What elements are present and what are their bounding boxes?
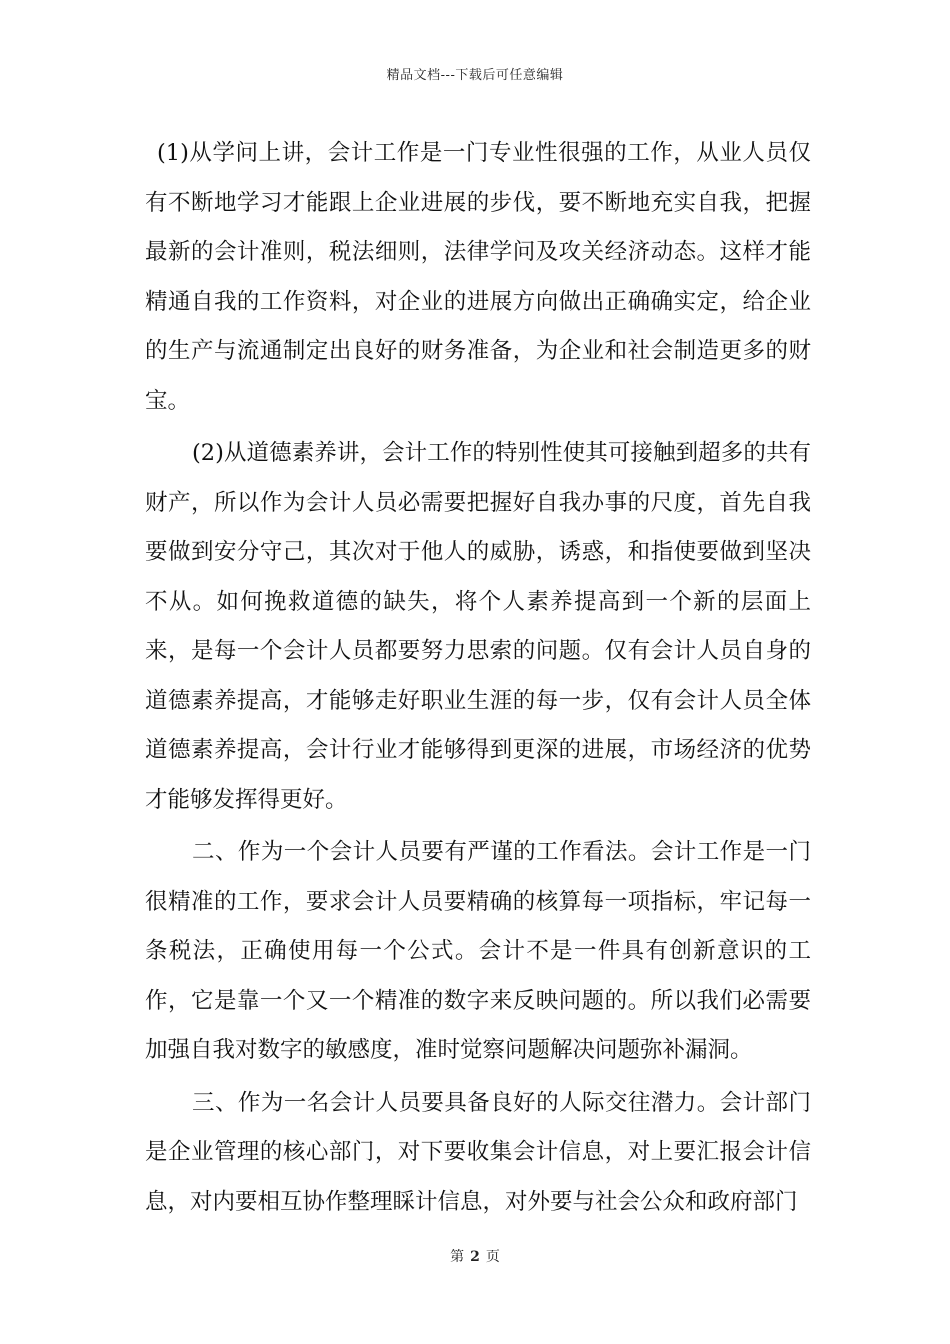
- paragraph-work-attitude: 二、作为一个会计人员要有严谨的工作看法。会计工作是一门很精准的工作，要求会计人员要精确的核算每一项指标，牢记每一条税法，正确使用每一个公式。会计不是一件具有创新意识的工作，它是靠一个又一个精准的数字来反映问题的。所以我们必需要加强自我对数字的敏感度，准时觉察问题解决问题弥补漏洞。: [145, 839, 811, 1063]
- page-footer: [0, 1246, 950, 1266]
- footer-prefix: 第: [450, 1249, 465, 1265]
- page-number: 2: [470, 1249, 480, 1265]
- page-header: 精品文档---下载后可任意编辑: [386, 68, 564, 83]
- document-body: [145, 129, 811, 1230]
- paragraph-interpersonal: 三、作为一名会计人员要具备良好的人际交往潜力。会计部门是企业管理的核心部门，对下要收集会计信息，对上要汇报会计信息，对内要相互协作整理睬计信息，对外要与社会公众和政府部门: [145, 1089, 811, 1215]
- footer-suffix: 页: [485, 1249, 500, 1265]
- paragraph-ethics: (2)从道德素养讲，会计工作的特别性使其可接触到超多的共有财产，所以作为会计人员必需要把握好自我办事的尺度，首先自我要做到安分守己，其次对于他人的威胁，诱惑，和指使要做到坚决不从。如何挽救道德的缺失，将个人素养提高到一个新的层面上来，是每一个会计人员都要努力思索的问题。仅有会计人员自身的道德素养提高，才能够走好职业生涯的每一步，仅有会计人员全体道德素养提高，会计行业才能够得到更深的进展，市场经济的优势才能够发挥得更好。: [145, 440, 811, 813]
- paragraph-knowledge: (1)从学问上讲，会计工作是一门专业性很强的工作，从业人员仅有不断地学习才能跟上企业进展的步伐，要不断地充实自我，把握最新的会计准则，税法细则，法律学问及攻关经济动态。这样才能精通自我的工作资料，对企业的进展方向做出正确确实定，给企业的生产与流通制定出良好的财务准备，为企业和社会制造更多的财宝。: [145, 140, 811, 414]
